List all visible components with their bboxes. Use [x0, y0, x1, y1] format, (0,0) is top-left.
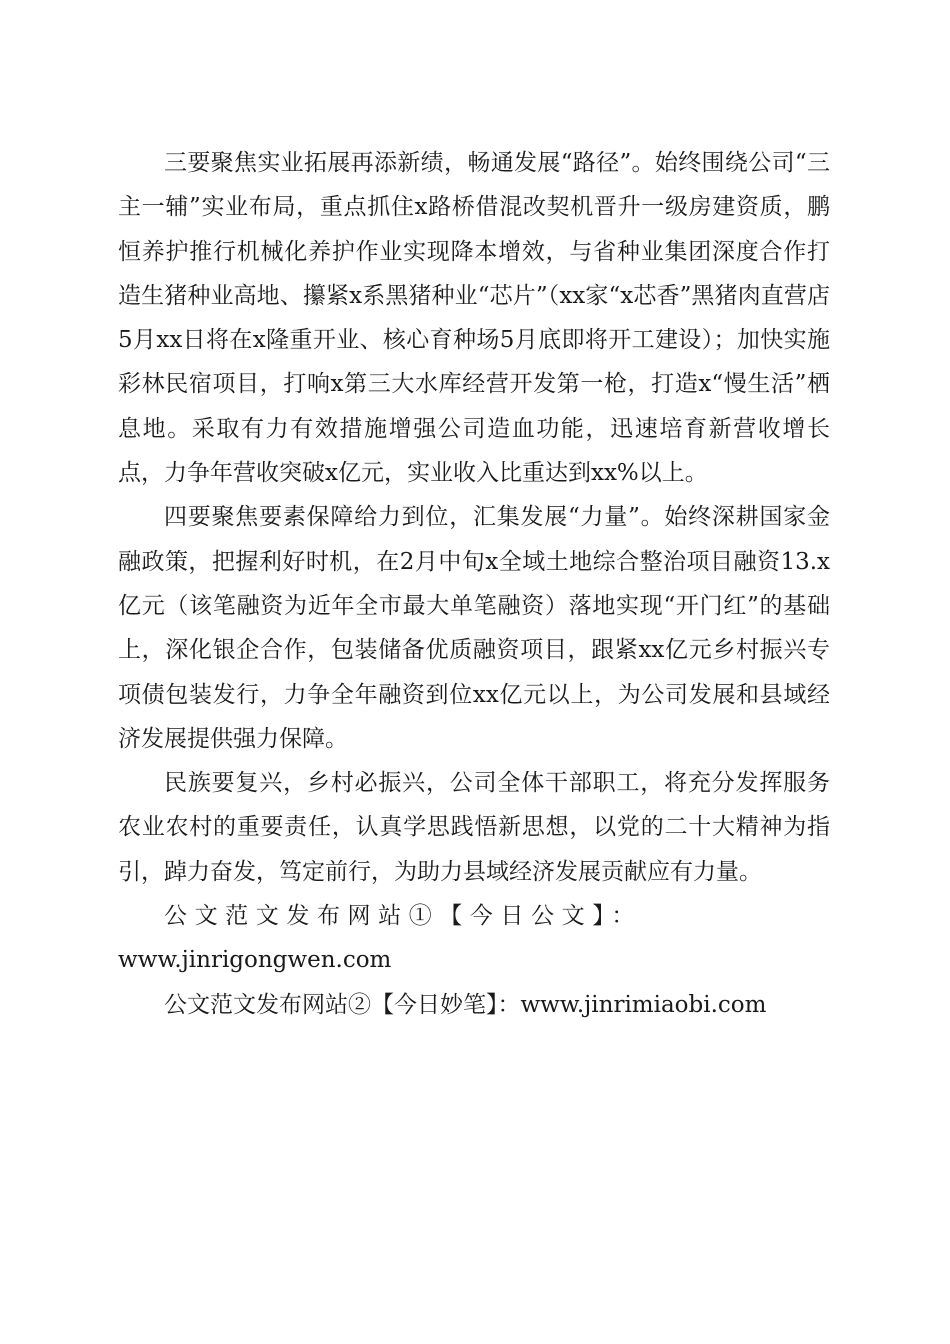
- document-page: [118, 141, 830, 1027]
- paragraph-conclusion: 民族要复兴，乡村必振兴，公司全体干部职工，将充分发挥服务农业农村的重要责任，认真学思践悟新思想，以党的二十大精神为指引，踔力奋发，笃定前行，为助力县域经济发展贡献应有力量。: [118, 770, 830, 885]
- footer-site-1-url: www.jinrigongwen.com: [118, 947, 392, 974]
- paragraph-3: 三要聚焦实业拓展再添新绩，畅通发展“路径”。始终围绕公司“三主一辅”实业布局，重点抓住x路桥借混改契机晋升一级房建资质，鹏恒养护推行机械化养护作业实现降本增效，与省种业集团深度合作打造生猪种业高地、攥紧x系黑猪种业“芯片”（xx家“x芯香”黑猪肉直营店5月xx日将在x隆重开业、核心育种场5月底即将开工建设）；加快实施彩林民宿项目，打响x第三大水库经营开发第一枪，打造x“慢生活”栖息地。采取有力有效措施增强公司造血功能，迅速培育新营收增长点，力争年营收突破x亿元，实业收入比重达到xx%以上。: [118, 150, 830, 487]
- footer-site-1-label: 公文范文发布网站①【今日公文】：: [164, 903, 642, 930]
- paragraph-4: 四要聚焦要素保障给力到位，汇集发展“力量”。始终深耕国家金融政策，把握利好时机，在2月中旬x全域土地综合整治项目融资13.x亿元（该笔融资为近年全市最大单笔融资）落地实现“开门红”的基础上，深化银企合作，包装储备优质融资项目，跟紧xx亿元乡村振兴专项债包装发行，力争全年融资到位xx亿元以上，为公司发展和县域经济发展提供强力保障。: [118, 504, 830, 752]
- footer-site-1: [118, 894, 830, 983]
- footer-site-2: 公文范文发布网站②【今日妙笔】：www.jinrimiaobi.com: [164, 991, 767, 1018]
